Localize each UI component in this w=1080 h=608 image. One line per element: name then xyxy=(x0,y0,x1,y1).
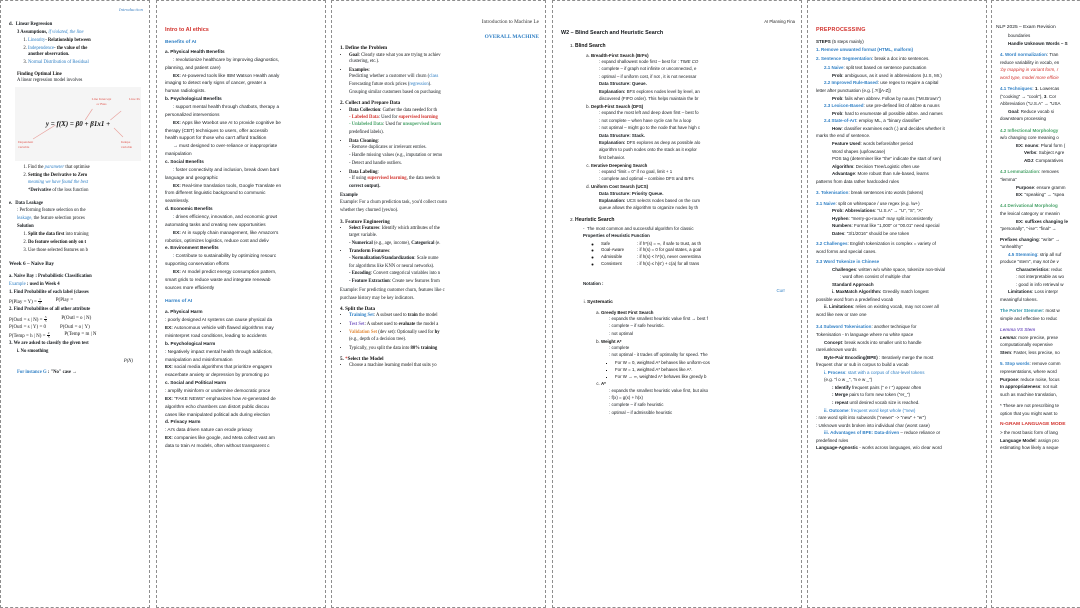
figure-label-dependent: Dependent variable xyxy=(18,140,34,149)
p1-math1-right: P(Play = xyxy=(55,297,74,303)
p1-math-row-2: P(Outl = s | N) = $\frac{3}{5}$ P(Outl = o | N) xyxy=(9,314,92,324)
figure-label-independent: Indepe variable xyxy=(120,140,133,149)
p1-example-blue: Example xyxy=(9,281,26,287)
p2-harm-d: d. Privacy Harm : AI's data driven nature can erode privacy EX: companies like google, and Meta collect vast am data to train AI models, often without transparent c xyxy=(165,419,275,449)
p3-title: OVERALL MACHINE xyxy=(484,34,539,40)
figure-label-slope: Line Pa xyxy=(129,97,140,102)
p1-step0-blue: parameter xyxy=(44,165,65,171)
p1-step1-l3: *Derivative of the loss function xyxy=(28,187,89,193)
p1-assump-lead-blue: if violated, the line xyxy=(48,29,84,35)
p1-leak-desc2: leakage, the feature selection proces xyxy=(17,216,85,222)
p1-assump-lead: 3 Assumptions, xyxy=(17,29,48,35)
p2-benefit-c: c. Social Benefits : foster connectivity and inclusion, break down barri language and geographic EX: Real-time translation tools, Google Translate en from different linguistic background to communic seamlessly. xyxy=(165,159,282,204)
page1-header: Introduction xyxy=(119,7,143,12)
document-page-3[interactable]: Introduction to Machine Le OVERALL MACHINE 1. Define the Problem • Goal: Clearly state what you are trying to achiev clustering, etc.). • Examples: Predicting whether a customer will churn (class Forecasting future stock prices (regression). Grouping similar customers based on purchasing 2. Collect and Prepare Data • Data Collection: Gather the data needed for th - Labeled Data: Used for supervised learning - Unlabeled Data: Used for unsupervised learn predefined labels). • Data Cleaning: - Remove duplicates or irrelevant entries. - Handle missing values (e.g., imputation or remo - Detect and handle outliers. • Data Labeling: - If using supervised learning, the data needs to correct output). Example Example: For a churn prediction task, you'd collect custo whether they churned (yes/no). 3. Feature Engineering • Select Features: Identify which attributes of the target variable. - Numerical (e.g., age, income), Categorical (e. • Transform Features: - Normalization/Standardization: Scale nume for algorithms like KNN or neural networks). - Encoding: Convert categorical variables into n - Feature Extraction: Create new features from Example: For predicting customer churn, features like c purchase history may be key indicators. 4. Split the Data • Training Set: A subset used to train the model • Test Set: A subset used to evaluate the model a • Validation Set (dev set): Optionally used for hy (e.g., depth of a decision tree). • Typically, you split the data into 80% training 5. *Select the Model • Choose a machine learning model that suits yo xyxy=(331,0,546,608)
p3-s2-example: Example: For a churn prediction task, you'd collect custo xyxy=(340,200,447,206)
p1-assumptions-list xyxy=(17,38,143,67)
page1-item-e xyxy=(9,201,143,209)
p1-assump-1-cont: another observation. xyxy=(28,52,70,58)
p3-s3-example2: purchase history may be key indicators. xyxy=(340,295,415,301)
p1-sol2-r: Use those selected features on b xyxy=(28,247,89,253)
p1-instance-blue: For instance G xyxy=(17,369,47,375)
p2-title: Intro to AI ethics xyxy=(165,27,209,33)
p3-s2-example2: whether they churned (yes/no). xyxy=(340,208,399,214)
p3-s1-title: 1. Define the Problem xyxy=(340,45,388,51)
p2-benefit-b: b. Psychological Benefits : support mental health through chatbots, therapy a personalized interventions EX: Apps like Woebot use AI to provide cognitive be therapy (CBT) techniques to users, offer accessib health support for those who can't afford tradition → must designed to over-reliance or inappropriate manipulation xyxy=(165,96,281,157)
page1-item-d xyxy=(9,22,143,30)
p2-benefits-heading: Benefits of AI xyxy=(165,40,197,45)
page1-item-d-label: d. xyxy=(9,22,13,27)
p1-math-row-4: P(Temp = h | N) = $\frac{2}{5}$ P(Temp = m | N xyxy=(9,330,97,340)
p1-step1-pre: Setting the Derivative to Zero xyxy=(28,173,88,179)
p3-s2-items: • Data Collection: Gather the data needed for th - Labeled Data: Used for supervised learning - Unlabeled Data: Used for unsupervised learn predefined labels). • Data Cleaning: - Remove duplicates or irrelevant entries. - Handle missing values (e.g., imputation or remo - Detect and handle outliers. • Data Labeling: - If using supervised learning, the data needs to correct output). xyxy=(340,108,539,191)
p4-systematic: i. Systematic a. Greedy Best First Search : expands the smallest heuristic value first → best f : complete – if safe heuristic. : not optimal b. Weight A* : complete : not optimal - it trades off optimality for speed. The ▪ For W = 0, weighted A* behaves like uniform-cos ▪ For W = 1, weighted A* behaves like A*. ▪ For W → ∞, weighted A* behaves like greedy b c. A* : expands the smallest heuristic value first, but also : f(x) = g(x) + h(x) : complete – if safe heuristic : optimal – if admissible heuristic xyxy=(575,299,795,416)
p4-header: AI Planning Fina xyxy=(764,19,795,24)
page1-item-d-title: Linear Regression xyxy=(15,22,53,27)
page1-item-e-label: e. xyxy=(9,200,13,206)
p2-harm-a: a. Physical Harm : poorly designed AI systems can cause physical da EX: Autonomous vehicle with flawed algorithms may misinterpret road conditions, leading to accidents xyxy=(165,309,274,339)
p2-benefit-e: e. Environment Benefits : Contribute to sustainability by optimizing resourc supporting conservation efforts EX: AI model predict energy consumption pattern, smart grids to reduce waste and integrate renewab sources more efficiently xyxy=(165,245,277,290)
p1-math-row-3: P(Outl = s | Y) = 0 P(Outl = o | Y) xyxy=(9,325,90,331)
p6-header: NLP 2025 – Exam Revision xyxy=(996,25,1056,30)
p3-s3-items: • Select Features: Identify which attributes of the target variable. - Numerical (e.g., age, income), Categorical (e. • Transform Features: - Normalization/Standardization: Scale nume for algorithms like KNN or neural networks). - Encoding: Convert categorical variables into n - Feature Extraction: Create new features from xyxy=(340,226,539,286)
p1-sol0-r: into training xyxy=(64,231,89,237)
regression-equation: y = f(X) = β0 + β1x1 + xyxy=(45,120,111,129)
document-page-4[interactable] xyxy=(552,0,802,608)
document-page-2[interactable] xyxy=(156,0,326,608)
document-page-5[interactable]: PREPROCESSING STEPS (5 steps mainly) 1. Remove unwanted format (HTML, malform) 2. Sentence Segmentation: break a doc into sentences. 2.1 Naive: split text based on sentence punctuation Prob: ambiguous, as it used in abbreviations (U.S, Mr.) 2.2 Improved Rule-Based: use regex to require a capital letter after punctuation (e.g. [.?!][A-Z]) Prob: fails when abbrev. Follow by nouns ("Mr.Brown") 2.3 Lexicon-Based: use pre-defined list of abbre & nouns Prob: hard to enumerate all possible abbre. and names 2.4 State-of-Art: employ ML, a "binary classifier" How: classifier examines each (.) and decides whether it marks the end of sentence. Feature Used: words before/after period Word shapes (up/lowcase) POS tag (determiner like "the" indicate the start of sen) Algorithm: Decision Tree/Logistic often use Advantage: More robust than rule-based, learns patterns from data rather hardcoded rules 3. Tokenisation: break sentences into words (tokens) 3.1 Naive: split on whitespace / use regex (e.g. \w+) Prob: Abbreviations: "U.S.A" → "U", "S", "A" Hyphen: "merry-go-round" may split inconsistently Numbers: Format like "1,000" or "00.01" need special Dates: "3/1/2016" should be one token 3.2 Challenges: English tokenization is complex = variety of word forms and special cases. 3.3 Word Tokenize in Chinese Challenges: written w/o white space, tokenize non-trivial : word often consist of multiple char Standard Approach i. MaxMatch Algorithm: Greedily match longest possible word from a predefined vocab ii. Limitations: relies on existing vocab, may not cover all word like new or rare one 3.4 Subword Tokenisation: another technique for Tokenisation - In language where no white space Concept: break words into smaller unit to handle rare/unknown words Byte-Pair Encoding(BPE) : Iteratively merge the most frequent char or sub in corpus to build a vocab i. Process: start with a corpus of char-level tokens (e.g. "l o w _", "n e w _") : Identify frequent pairs (" e r ") appear often : Merge pairs to form new token ("er_") : repeat until desired vocab size is reached. ii. Outcome: frequent word kept whole ("new) : rare word split into subwords ("newer" -> "new" + "er") : Unknown words broken into individual char (worst case) iii. Advantages of BPE: Data-driven – reduce reliance or predefined rules Language-Agnostic - works across languages, w/o clear word xyxy=(807,0,987,608)
p1-assump-1-key: Independence xyxy=(28,45,55,51)
p1-week6-title: Week 6 – Naive Bay xyxy=(9,261,55,268)
p2-benefit-d: d. Economic Benefits : drives efficiency, innovation, and economic growt automating tasks and creating new opportunities EX: AI in supply chain management, like Amazon's robotics, optimizes logistics, reduce cost and deliv xyxy=(165,206,279,243)
p1-solution-steps xyxy=(17,232,143,254)
p1-assump-1-rest: - the value of the xyxy=(54,45,88,51)
p3-s4-title: 4. Split the Data xyxy=(340,305,376,312)
p1-sol0-b: Split the data first xyxy=(28,231,65,237)
p4-sections: 1. Blind Search a. Breadth-First Search (BrFs) : expand shallowest node first – best for : TIME CO : complete – if graph not infinite or unconnected, e : optimal – if uniform cost, if not , it is not necessar Data Structure: Queue. Explanation: BFS explores nodes level by level, an discovered (FIFO order). This helps maintain the br b. Depth-First Search (DFS) : expand the most left and deep down first – best fo : not complete – when have cycle can hv a loop : not optimal – might go to the node that have high c Data Structure: Stack. Explanation: DFS explores as deep as possible alo algorithm to push nodes onto the stack as it explor first behavior. c. Iterative Deepening Search : expand "limit = 0" if no goal, limit + 1 : complete and optimal – combine DFS and BrFs d. Uniform Cost Search (UCS) Data Structure: Priority Queue. Explanation: UCS selects nodes based on the cum queue allows the algorithm to organize nodes by th 2. Heuristic Search - The most common and successful algorithm for classic Properties of Heuristic Function ◦ Safe : if h*(s) = ∞, if safe to trust, as th ◦ Goal-Aware : if h(s) = 0 for goal states, a goal ◦ Admissible : if h(s) < h*(s), never overestima ◦ Consistent : if h(s) ≤ h(s') + c(a) for all trans Notation : Curr i. Systematic a. Greedy Best First Search : expands the smallest heuristic value first → best f : complete – if safe heuristic. : not optimal b. Weight A* : complete : not optimal - it trades off optimality for speed. The ▪ For W = 0, weighted A* behaves like uniform-cos ▪ For W = 1, weighted A* behaves like A*. ▪ For W → ∞, weighted A* behaves like greedy b c. A* : expands the smallest heuristic value first, but also : f(x) = g(x) + h(x) : complete – if safe heuristic : optimal – if admissible heuristic xyxy=(561,43,795,416)
p1-leak-desc: : Performing feature selection on the xyxy=(17,208,86,214)
p1-sol1-b: Do feature selection only on t xyxy=(28,239,87,245)
p3-s4-items: • Training Set: A subset used to train the model • Test Set: A subset used to evaluate the model a • Validation Set (dev set): Optionally used for hy (e.g., depth of a decision tree). • Typically, you split the data into 80% training xyxy=(340,313,539,352)
p1-step2: 2. Find Probabilites of all other attribute xyxy=(9,307,91,313)
p3-s1-items: • Goal: Clearly state what you are trying to achiev clustering, etc.). • Examples: Predicting whether a customer will churn (class Forecasting future stock prices (regression). Grouping similar customers based on purchasing xyxy=(340,53,539,97)
p3-s3-example: Example: For predicting customer churn, features like c xyxy=(340,287,445,293)
p1-substep-i: i. No smoothing xyxy=(17,349,49,355)
p3-s2-title: 2. Collect and Prepare Data xyxy=(340,100,401,107)
p3-header: Introduction to Machine Le xyxy=(481,19,539,25)
p2-harm-b: b. Psychological Harm : Negatively impact mental health through addiction, manipulation and misinformation EX: social media algorithms that prioritize engagem exacerbate anxiety or depression by promoting po xyxy=(165,340,273,378)
figure-label-intercept: Line Intercept or Bias xyxy=(91,97,112,106)
p1-step1: 1. Find Probabilite of each label (classes xyxy=(9,289,89,295)
p4-title: W2 – Blind Search and Heuristic Search xyxy=(561,30,664,36)
p1-math1-left: P(Play = Y) = xyxy=(9,299,37,305)
p1-optimal-title: Finding Optimal Line xyxy=(17,71,62,77)
document-page-1[interactable] xyxy=(0,0,150,608)
p2-harm-c: c. Social and Political Harm : amplify misinform or undermine democratic proce EX: "FAKE NEWS" emphasizes how AI-generated de algorithm echo chambers can distort public discou cases like manipulated political ads during election xyxy=(165,380,276,417)
p1-naive-a-rest: : Probabilistic Classification xyxy=(34,273,92,279)
p3-s5-title: 5. *Select the Model xyxy=(340,355,384,362)
p2-harms-heading: Harms of AI xyxy=(165,299,193,305)
p3-s5-items: • Choose a machine learning model that suits yo xyxy=(340,363,539,370)
linear-regression-figure xyxy=(15,87,141,161)
p1-step1-l2: meaning we have found the best xyxy=(28,179,89,185)
p1-assump-0-rest: - Relationship between xyxy=(45,37,91,43)
p1-step0-pre: Find the xyxy=(28,165,45,171)
page1-item-e-title: Data Leakage xyxy=(15,200,43,206)
p5-title: PREPROCESSING xyxy=(816,27,866,33)
p1-optimal-lead: A linear regression model involves xyxy=(17,77,83,83)
p2-benefit-a: a. Physical Health Benefits : revolutionize healthcare by improving diagnostics, planning, and patient care) EX: AI-powered tools like IBM Watson Health analy imaging to detect early signs of cancer, greater a human radiologists. xyxy=(165,49,280,94)
p1-math-row-1: P(Play = Y) = $\frac{1}{2}$ P(Play = xyxy=(9,296,74,306)
p1-example-rest: : used in Week 4 xyxy=(25,281,60,287)
p3-s3-title: 3. Feature Engineering xyxy=(340,218,390,225)
p4-heuristic-properties: ◦ Safe : if h*(s) = ∞, if safe to trust, as th ◦ Goal-Aware : if h(s) = 0 for goal states, a goal ◦ Admissible : if h(s) < h*(s), never overestima ◦ Consistent : if h(s) ≤ h(s') + c(a) for all trans xyxy=(575,241,795,267)
p1-step0-post: that optimise xyxy=(64,165,90,171)
p4-blind-items: a. Breadth-First Search (BrFs) : expand shallowest node first – best for : TIME CO : complete – if graph not infinite or unconnected, e : optimal – if uniform cost, if not , it is not necessar Data Structure: Queue. Explanation: BFS explores nodes level by level, an discovered (FIFO order). This helps maintain the br b. Depth-First Search (DFS) : expand the most left and deep down first – best fo : not complete – when have cycle can hv a loop : not optimal – might go to the node that have high c Data Structure: Stack. Explanation: DFS explores as deep as possible alo algorithm to push nodes onto the stack as it explor first behavior. c. Iterative Deepening Search : expand "limit = 0" if no goal, limit + 1 : complete and optimal – combine DFS and BrFs d. Uniform Cost Search (UCS) Data Structure: Priority Queue. Explanation: UCS selects nodes based on the cum queue allows the algorithm to organize nodes by th xyxy=(575,53,795,212)
p1-optimal-steps xyxy=(17,165,143,194)
document-page-6[interactable]: NLP 2025 – Exam Revision boundaries Handle Unknown Words – S 4. Word normalization: Tran reduce variability in vocab, en :by mapping in variant form, r word type, model more efficie 4.1 Techniques: 1. Lowercas ("cooking" → "cook"), 3. Cor Abbreviation ("U.S.A" → "USA Goal: Reduce vocab si downsteam processing 4.2 Inflectional Morphology w/o changing core meaning o EX: nouns: Plural form ( Verbs: Subject Agre ADJ: Comparatives 4.3 Lemmatization: removes "lemma" Purpose: ensure gramm EX: "speaking" → "spea 4.4 Derivational Morpholog the lexical category or meanin EX: suffixes changing le "personally", "-ise": "final" → Prefixes changing: "write" → "unhealthy" 4.5 Stemming: strip all suf produce "stem", may not be v Characteristics: reduc : not interpretable as wo : good in info retrieval w Limitations: Loss interpr meaningful tokens. The Porter Stemmer: most w simple and effective to reduc Lemma VS Stem Lemma: more precise, prese computationally expensive Stem: Faster, less precise, no 5. Stop words: remove comm representations, where word Purpose: reduce noise, focus In appropriateness: not suit such as machine translation, * These are not prescribing te option that you might want to N-GRAM LANGUAGE MODE > the most basic form of lang Language Model: assign pro estimating how likely a seque xyxy=(991,0,1080,608)
p1-assump-0-key: Linearity xyxy=(28,37,46,43)
p5-step1: 1. Remove unwanted format (HTML, malform) xyxy=(816,46,914,52)
p1-step3: 3. We are asked to classify the given test xyxy=(9,341,89,347)
p1-naive-a-bold: a. Naive Bay xyxy=(9,273,35,279)
p1-assump-2-key: Normal Distribution of Residual xyxy=(28,60,89,66)
p1-solution-title: Solution xyxy=(17,224,34,230)
p1-pn: P(N) xyxy=(123,358,133,364)
p1-instance-rest: : "No" case → xyxy=(46,369,77,375)
